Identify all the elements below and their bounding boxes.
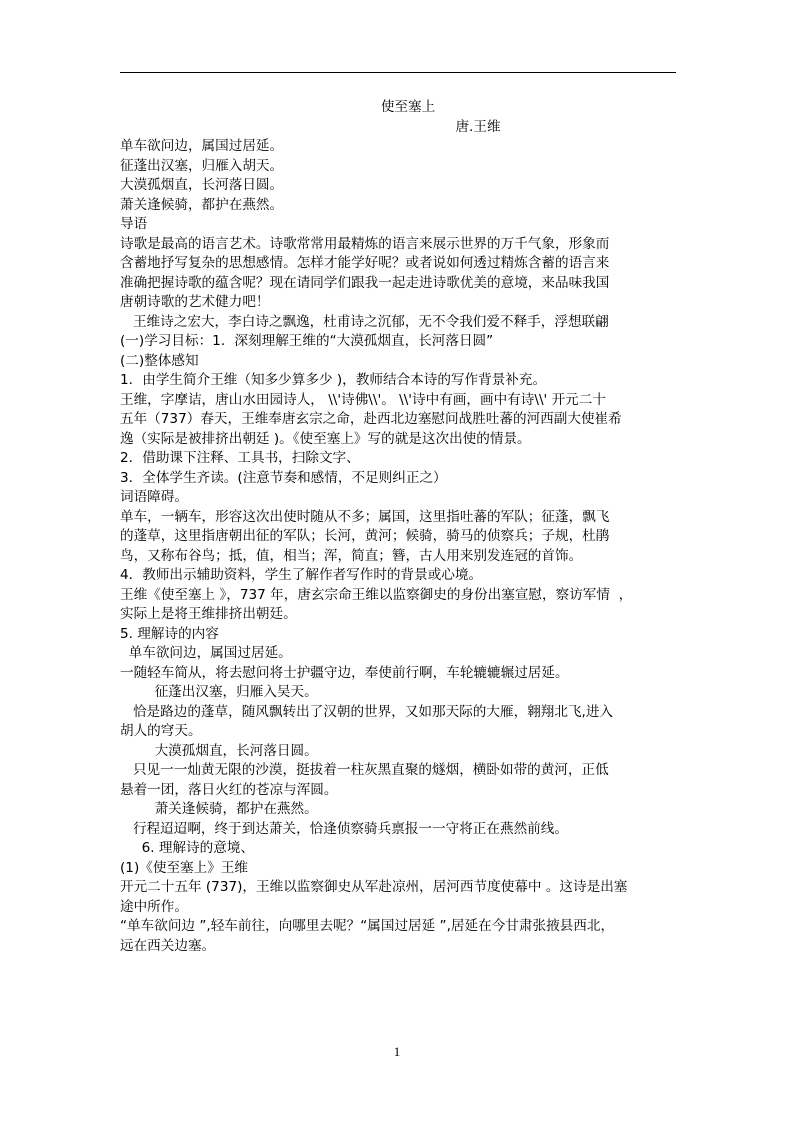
text-line: 开元二十五年 (737)，王维以监察御史从军赴凉州，居河西节度使幕中 。这诗是出塞 (120, 879, 628, 895)
text-line: 征蓬出汉塞，归雁入吴天。 (120, 684, 318, 700)
text-line: 大漠孤烟直，长河落日圆。 (120, 177, 284, 193)
text-line: 2．借助课下注释、工具书，扫除文字、 (120, 450, 360, 466)
text-line: 王维《使至塞上 》，737 年，唐玄宗命王维以监察御史的身份出塞宣慰，察访军情 ， (120, 586, 633, 603)
text-line: 唐朝诗歌的艺术健力吧！ (120, 294, 270, 310)
text-line: 萧关逢候骑，都护在燕然。 (120, 196, 284, 213)
text-line: 单车，一辆车，形容这次出使时随从不多；属国，这里指吐蕃的军队；征蓬，飘飞 (120, 508, 610, 525)
text-line: 3．全体学生齐读。(注意节奏和感情，不足则纠正之） (120, 469, 447, 486)
text-line: 5. 理解诗的内容 (120, 625, 219, 642)
text-line: 词语障碍。 (120, 489, 188, 505)
text-line: 单车欲问边，属国过居延。 (120, 138, 284, 154)
text-line: 途中所作。 (120, 898, 188, 915)
text-line: (二)整体感知 (120, 352, 199, 369)
text-line: 诗歌是最高的语言艺术。诗歌常常用最精炼的语言来展示世界的万千气象，形象而 (120, 235, 610, 252)
document-body (120, 98, 676, 956)
text-line: 一随轻车简从，将去慰问将士护疆守边，奉使前行啊，车轮辘辘辗过居延。 (120, 664, 569, 681)
text-line: 鸟，又称布谷鸟；抵，值，相当；浑，简直；簪，古人用来别发连冠的首饰。 (120, 547, 583, 564)
text-line: 胡人的穹天。 (120, 723, 202, 739)
text-line: 萧关逢候骑，都护在燕然。 (120, 801, 318, 817)
text-line: 王维诗之宏大，李白诗之飘逸，杜甫诗之沉郁，无不令我们爱不释手，浮想联翩 (120, 313, 609, 330)
text-line: 6. 理解诗的意境、 (120, 840, 255, 856)
text-line: 远在西关边塞。 (120, 937, 216, 954)
header-rule (120, 72, 676, 73)
text-line: 4．教师出示辅助资料，学生了解作者写作时的背景或心境。 (120, 567, 483, 583)
text-line: (一)学习目标：1．深刻理解王维的“大漠孤烟直，长河落日圆” (120, 333, 494, 349)
text-line: 逸（实际是被排挤出朝廷 )。《使至塞上》写的就是这次出使的情景。 (120, 430, 531, 447)
text-line: 导语 (120, 216, 148, 232)
text-line: 只见一一灿黄无限的沙漠，挺拔着一柱灰黑直聚的燧烟，横卧如带的黄河，正低 (120, 762, 609, 778)
text-line: 行程迢迢啊，终于到达萧关，恰逢侦察骑兵禀报一一守将正在燕然前线。 (120, 820, 568, 837)
text-line: 实际上是将王维排挤出朝廷。 (120, 606, 297, 622)
document-lines (120, 137, 676, 956)
text-line: 五年（737）春天，王维奉唐玄宗之命，赴西北边塞慰问战胜吐蕃的河西副大使崔希 (120, 411, 622, 427)
text-line: 单车欲问边，属国过居延。 (120, 645, 292, 661)
text-line: 大漠孤烟直，长河落日圆。 (120, 742, 318, 759)
text-line: 准确把握诗歌的蕴含呢？现在请同学们跟我一起走进诗歌优美的意境，来品味我国 (120, 274, 610, 291)
text-line: 恰是路边的蓬草，随风飘转出了汉朝的世界，又如那天际的大雁，翱翔北飞,进入 (120, 703, 614, 720)
text-line: 1．由学生简介王维（知多少算多少 )，教师结合本诗的写作背景补充。 (120, 372, 547, 388)
text-line: (1)《使至塞上》王维 (120, 859, 249, 876)
text-line: “单车欲问边 ”,轻车前往，向哪里去呢？“属国过居延 ”,居延在今甘肃张掖县西北， (120, 918, 615, 934)
text-line: 的蓬草，这里指唐朝出征的军队；长河，黄河；候骑，骑马的侦察兵；子规，杜鹃 (120, 528, 610, 544)
text-line: 征蓬出汉塞，归雁入胡天。 (120, 157, 284, 174)
page-number: 1 (393, 1044, 401, 1059)
poem-author: 唐.王维 (455, 118, 501, 135)
poem-title: 使至塞上 (380, 99, 436, 115)
text-line: 悬着一团，落日火红的苍凉与浑圆。 (120, 781, 338, 798)
text-line: 王维，字摩诘，唐山水田园诗人， \\'诗佛\\'。 \\'诗中有画，画中有诗\\' 开元二十 (120, 391, 606, 408)
text-line: 含蓄地抒写复杂的思想感情。怎样才能学好呢？或者说如何透过精炼含蓄的语言来 (120, 255, 610, 271)
